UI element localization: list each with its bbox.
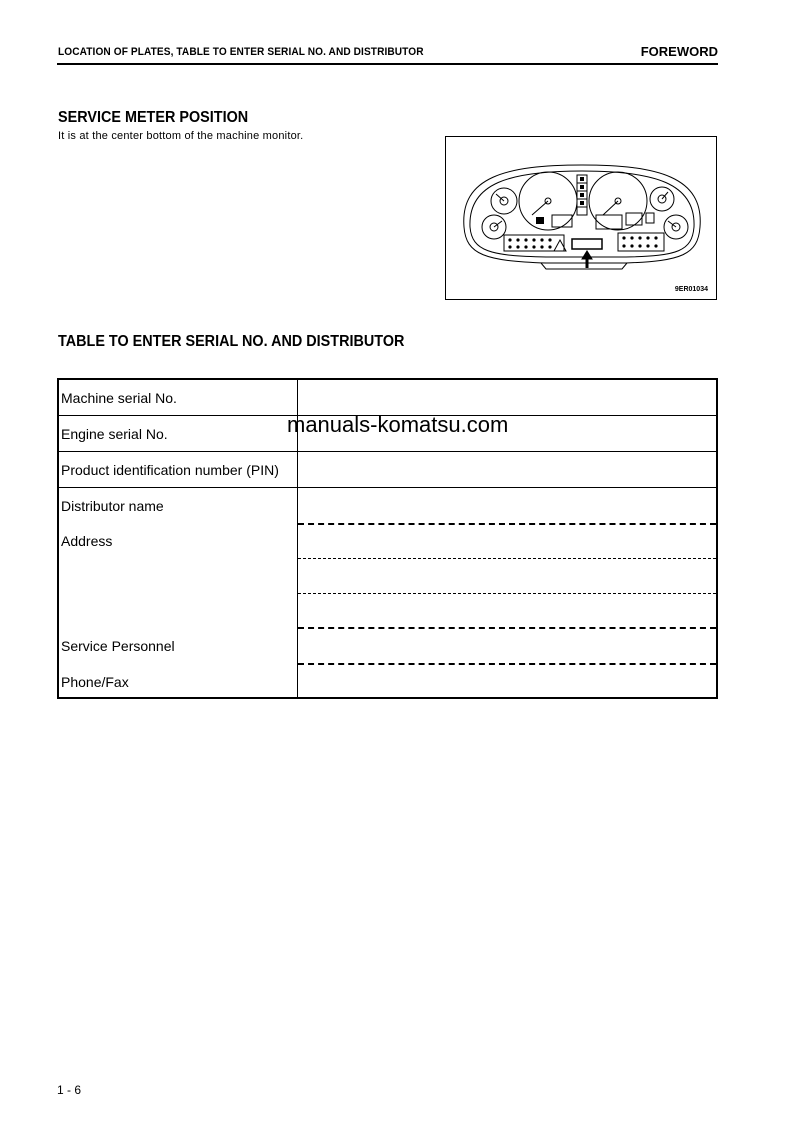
pin-label: Product identification number (PIN): [61, 462, 279, 478]
figure-reference-id: 9ER01034: [674, 286, 708, 293]
header-chapter-title: FOREWORD: [640, 44, 718, 59]
address-label: Address: [61, 533, 113, 549]
header-section-title: LOCATION OF PLATES, TABLE TO ENTER SERIAL NO. AND DISTRIBUTOR: [58, 46, 424, 58]
page-number: 1 - 6: [57, 1083, 82, 1097]
machine-serial-label: Machine serial No.: [61, 390, 177, 406]
service-personnel-label: Service Personnel: [61, 638, 175, 654]
table-row-divider: [59, 487, 716, 488]
serial-table-title: TABLE TO ENTER SERIAL NO. AND DISTRIBUTOR: [58, 333, 405, 350]
table-row-divider: [59, 451, 716, 452]
phone-fax-label: Phone/Fax: [61, 674, 129, 690]
watermark-text: manuals-komatsu.com: [287, 412, 509, 437]
table-dashed-line: [298, 593, 716, 594]
table-dashed-line: [298, 523, 716, 525]
machine-monitor-illustration: [446, 137, 718, 301]
table-dashed-line: [298, 558, 716, 559]
table-dashed-line: [298, 627, 716, 629]
table-dashed-line: [298, 663, 716, 665]
engine-serial-label: Engine serial No.: [61, 426, 168, 442]
header-rule: [57, 63, 718, 65]
machine-monitor-figure: [445, 136, 717, 300]
service-meter-title: SERVICE METER POSITION: [58, 109, 249, 126]
distributor-name-label: Distributor name: [61, 498, 164, 514]
service-meter-description: It is at the center bottom of the machine monitor.: [58, 130, 304, 142]
